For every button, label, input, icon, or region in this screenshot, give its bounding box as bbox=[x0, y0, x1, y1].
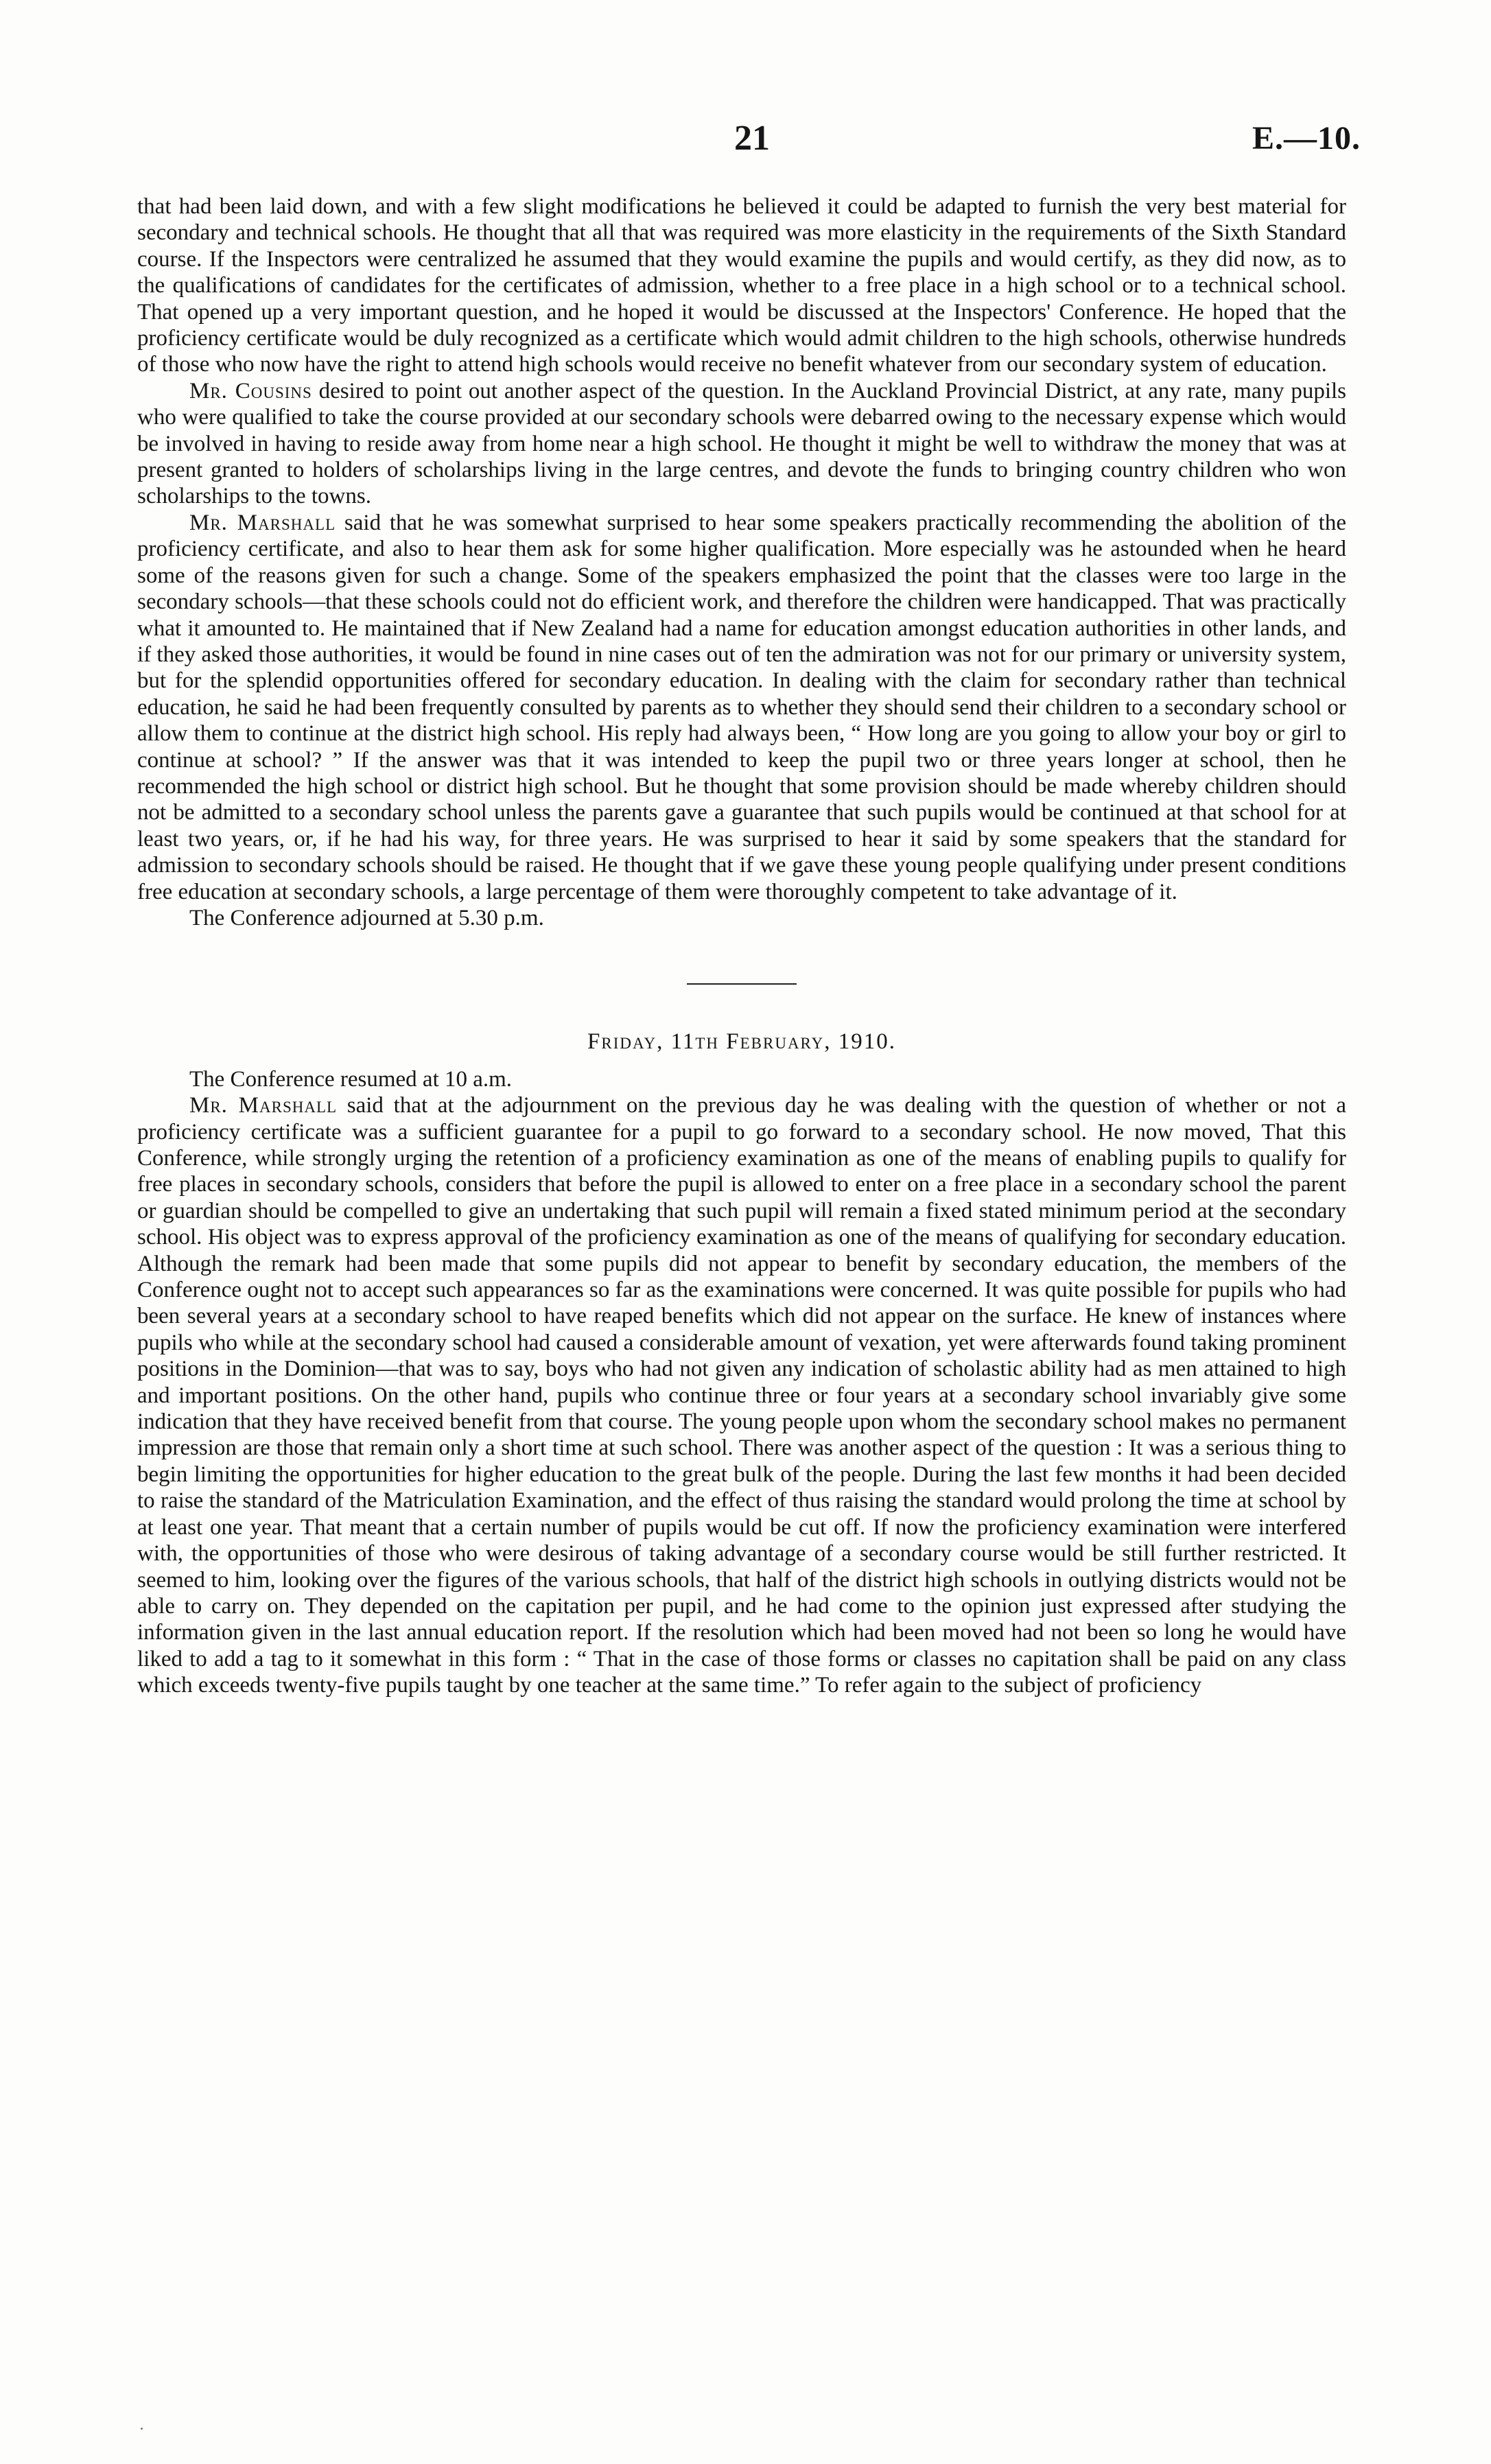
speaker-name: Mr. Marshall bbox=[189, 1093, 338, 1118]
paragraph-marshall bbox=[137, 510, 1346, 905]
section-divider bbox=[687, 983, 797, 985]
scan-speck bbox=[141, 2428, 143, 2430]
speech-text: said that he was somewhat surprised to hear some speakers practically recommending the abolition of the proficiency certificate, and also to hear them ask for some higher qualification. More especially was he astounded when he heard some of the reasons given for such a change. Some of the speakers emphasized the point that the classes were too large in the secondary schools—that these schools could not do efficient work, and therefore the children were handicapped. That was practically what it amounted to. He maintained that if New Zealand had a name for education amongst education authorities in other lands, and if they asked those authorities, it would be found in nine cases out of ten the admiration was not for our primary or university system, but for the splendid opportunities offered for secondary education. In dealing with the claim for secondary rather than technical education, he said he had been frequently consulted by parents as to whether they should send their children to a secondary school or allow them to continue at the district high school. His reply had always been, “ How long are you going to allow your boy or girl to continue at school? ” If the answer was that it was intended to keep the pupil two or three years longer at school, then he recommended the high school or district high school. But he thought that some provision should be made whereby children should not be admitted to a secondary school unless the parents gave a guarantee that such pupils would be continued at that school for at least two years, or, if he had his way, for three years. He was surprised to hear it said by some speakers that the standard for admission to secondary schools should be raised. He thought that if we gave these young people qualifying under present conditions free education at secondary schools, a large percentage of them were thoroughly competent to take advantage of it. bbox=[137, 510, 1346, 904]
speaker-name: Mr. Marshall bbox=[189, 510, 336, 535]
speech-text: said that at the adjournment on the previous day he was dealing with the question of whether or not a proficiency certificate was a sufficient guarantee for a pupil to go forward to a secondary school. He now moved, That this Conference, while strongly urging the retention of a proficiency examination as one of the means of enabling pupils to qualify for free places in secondary schools, considers that before the pupil is allowed to enter on a free place in a secondary school the parent or guardian should be compelled to give an undertaking that such pupil will remain a fixed stated minimum period at the secondary school. His object was to express approval of the proficiency examination as one of the means of qualifying for secondary education. Although the remark had been made that some pupils did not appear to benefit by secondary education, the members of the Conference ought not to accept such appearances so far as the examinations were concerned. It was quite possible for pupils who had been several years at a secondary school to have reaped benefits which did not appear on the surface. He knew of instances where pupils who while at the secondary school had caused a considerable amount of vexation, yet were afterwards found taking prominent positions in the Dominion—that was to say, boys who had not given any indication of scholastic ability had as men attained to high and important positions. On the other hand, pupils who continue three or four years at a secondary school invariably give some indication that they have received benefit from that course. The young people upon whom the secondary school makes no permanent impression are those that remain only a short time at such school. There was another aspect of the question : It was a serious thing to begin limiting the opportunities for higher education to the great bulk of the people. During the last few months it had been decided to raise the standard of the Matriculation Examination, and the effect of thus raising the standard would prolong the time at school by at least one year. That meant that a certain number of pupils would be cut off. If now the proficiency examination were interfered with, the opportunities of those who were desirous of taking advantage of a secondary course would be still further restricted. It seemed to him, looking over the figures of the various schools, that half of the district high schools in outlying districts would not be able to carry on. They depended on the capitation per pupil, and he had come to the opinion just expressed after studying the information given in the last annual education report. If the resolution which had been moved had not been so long he would have liked to add a tag to it somewhat in this form : “ That in the case of those forms or classes no capitation shall be paid on any class which exceeds twenty-five pupils taught by one teacher at the same time.” To refer again to the subject of proficiency bbox=[137, 1093, 1347, 1698]
paragraph-resumed: The Conference resumed at 10 a.m. bbox=[189, 1066, 513, 1092]
page-number: 21 bbox=[734, 119, 770, 158]
paragraph-marshall-motion bbox=[137, 1092, 1346, 1698]
speech-text: desired to point out another aspect of the question. In the Auckland Provincial District, at any rate, many pupils who were qualified to take the course provided at our secondary schools were debarred owing to the necessary expense which would be involved in having to reside away from home near a high school. He thought it might be well to withdraw the money that was at present granted to holders of scholarships living in the large centres, and devote the funds to bringing country children who won scholarships to the towns. bbox=[137, 378, 1346, 509]
speaker-name: Mr. Cousins bbox=[189, 378, 312, 403]
document-reference: E.—10. bbox=[1252, 120, 1361, 156]
date-heading: Friday, 11th February, 1910. bbox=[587, 1029, 896, 1055]
body-text bbox=[137, 193, 1346, 1699]
paragraph-cousins bbox=[137, 378, 1346, 510]
paragraph-continuation: that had been laid down, and with a few slight modifications he believed it could be adapted to furnish the very best material for secondary and technical schools. He thought that all that was required was more elasticity in the requirements of the Sixth Standard course. If the Inspectors were centralized he assumed that they would examine the pupils and would certify, as they did now, as to the qualifications of candidates for the certificates of admission, whether to a free place in a high school or to a technical school. That opened up a very important question, and he hoped it would be discussed at the Inspectors' Conference. He hoped that the proficiency certificate would be duly recognized as a certificate which would admit children to the high schools, otherwise hundreds of those who now have the right to attend high schools would receive no benefit whatever from our secondary system of education. bbox=[137, 194, 1346, 377]
paragraph-adjournment: The Conference adjourned at 5.30 p.m. bbox=[189, 905, 544, 930]
